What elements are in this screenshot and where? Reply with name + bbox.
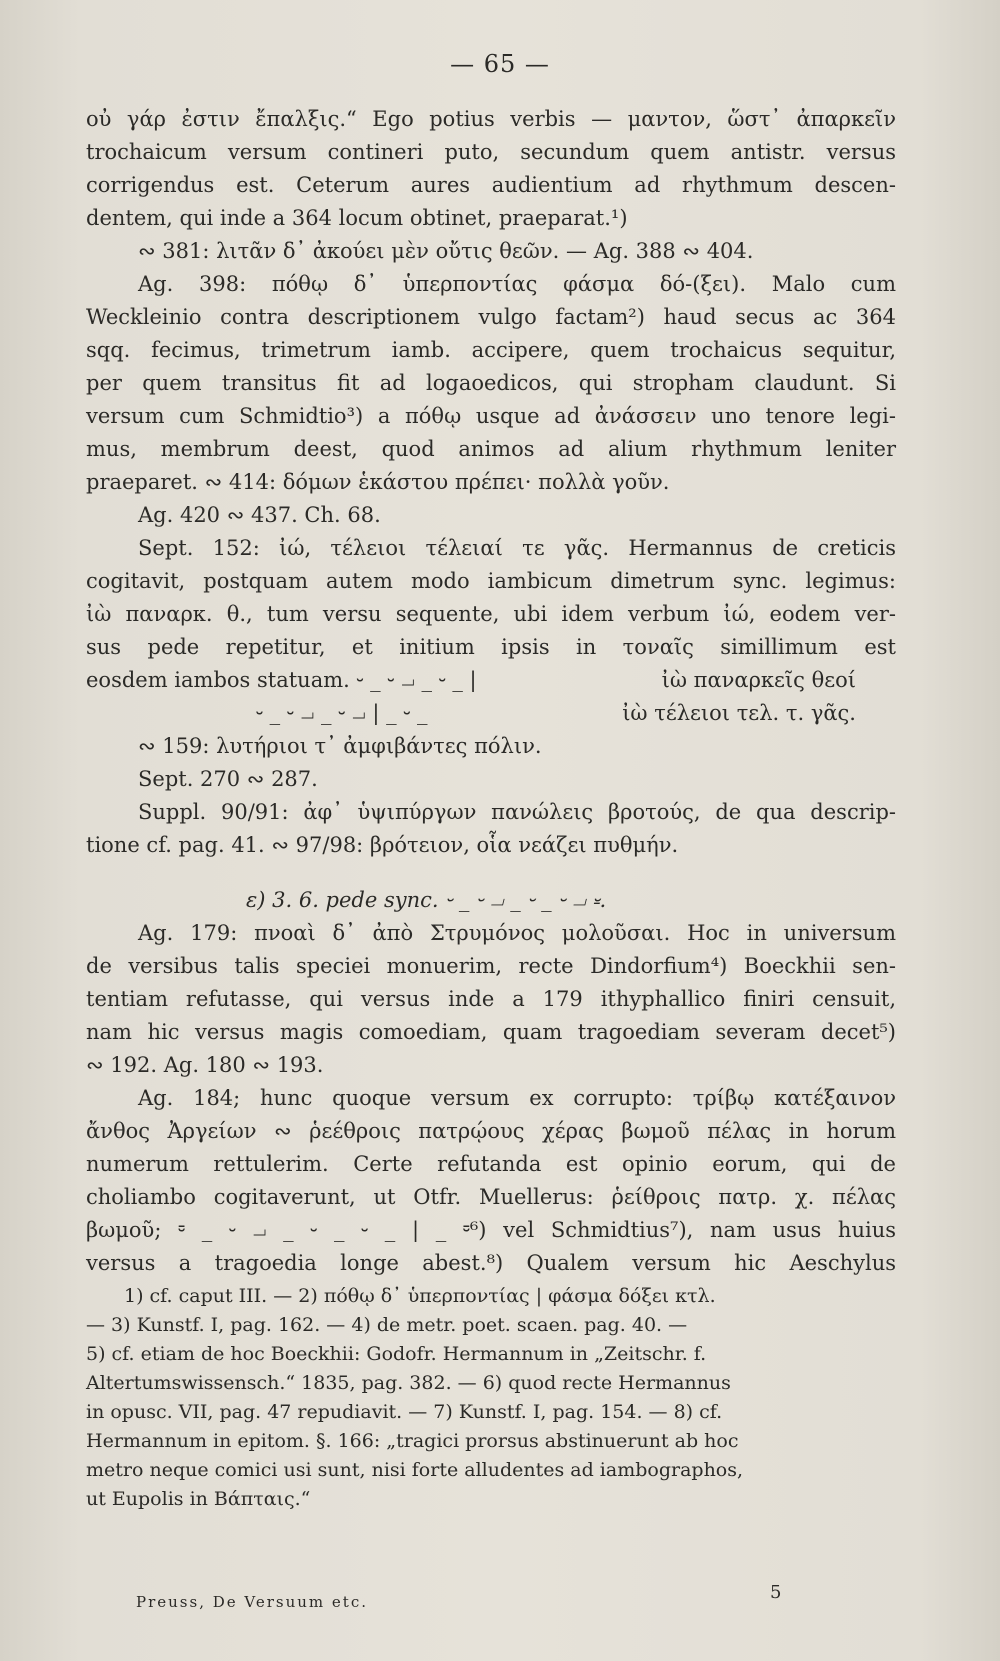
text-line: οὐ γάρ ἐστιν ἔπαλξις.“ Ego potius verbis — μαντον, ὥστ᾽ ἀπαρκεῖν (86, 107, 896, 131)
text-line: ∾ 192. Ag. 180 ∾ 193. (86, 1053, 324, 1077)
text-line: Sept. 270 ∾ 287. (138, 767, 318, 791)
text-line: cogitavit, postquam autem modo iambicum dimetrum sync. legimus: (86, 569, 896, 593)
footnote-line: metro neque comici usi sunt, nisi forte alludentes ad iambographos, (86, 1459, 744, 1481)
text-line: Weckleinio contra descriptionem vulgo factam²) haud secus ac 364 (86, 305, 896, 329)
main-text (86, 103, 896, 1280)
footnote-line: Altertumswissensch.“ 1835, pag. 382. — 6) quod recte Hermannus (86, 1372, 731, 1394)
metrical-scheme: eosdem iambos statuam. ⏑ _ ⏑ ⏗ _ ⏑ _ | (86, 668, 477, 692)
footnote-line: 5) cf. etiam de hoc Boeckhii: Godofr. Hermannum in „Zeitschr. f. (86, 1343, 707, 1365)
footnotes (86, 1282, 896, 1514)
text-line: ∾ 381: λιτᾶν δ᾽ ἀκούει μὲν οὔτις θεῶν. — Ag. 388 ∾ 404. (138, 239, 754, 263)
text-line: per quem transitus fit ad logaoedicos, qui stropham claudunt. Si (86, 371, 896, 395)
text-line: versum cum Schmidtio³) a πόθῳ usque ad ἀνάσσειν uno tenore legi- (86, 404, 896, 428)
footnote-line: ut Eupolis in Βάπταις.“ (86, 1488, 311, 1510)
metrical-scheme: ⏑ _ ⏑ ⏗ _ ⏑ ⏗ | _ ⏑ _ (256, 701, 428, 725)
metrical-scheme-line (86, 664, 896, 697)
text-line: βωμοῦ; ⏒ _ ⏑ ⏗ _ ⏑ _ ⏑ _ | _ ⏒⁶) vel Schmidtius⁷), nam usus huius (86, 1218, 896, 1242)
greek-verse: ἰὼ τέλειοι τελ. τ. γᾶς. (622, 701, 856, 725)
text-line: Ag. 398: πόθῳ δ᾽ ὑπερποντίας φάσμα δό-(ξει). Malo cum (138, 272, 896, 296)
text-line: praeparet. ∾ 414: δόμων ἑκάστου πρέπει· πολλὰ γοῦν. (86, 470, 670, 494)
text-line: choliambo cogitaverunt, ut Otfr. Muellerus: ῥείθροις πατρ. χ. πέλας (86, 1185, 896, 1209)
text-line: ∾ 159: λυτήριοι τ᾽ ἀμφιβάντες πόλιν. (138, 734, 542, 758)
text-line: dentem, qui inde a 364 locum obtinet, praeparat.¹) (86, 206, 628, 230)
text-line: versus a tragoedia longe abest.⁸) Qualem versum hic Aeschylus (86, 1251, 896, 1275)
page-number-header: — 65 — (450, 50, 550, 78)
text-line: Ag. 420 ∾ 437. Ch. 68. (138, 503, 381, 527)
signature-number: 5 (770, 1582, 782, 1603)
section-heading: ε) 3. 6. pede sync. ⏑ _ ⏑ ⏗ _ ⏑ _ ⏑ ⏗ ⏓. (246, 888, 607, 912)
text-line: tentiam refutasse, qui versus inde a 179 ithyphallico finiri censuit, (86, 987, 896, 1011)
text-line: sqq. fecimus, trimetrum iamb. accipere, quem trochaicus sequitur, (86, 338, 896, 362)
text-line: ἰὼ παναρκ. θ., tum versu sequente, ubi idem verbum ἰώ, eodem ver- (86, 602, 896, 626)
greek-verse: ἰὼ παναρκεῖς θεοί (661, 668, 856, 692)
footnote-line: Hermannum in epitom. §. 166: „tragici prorsus abstinuerunt ab hoc (86, 1430, 739, 1452)
text-line: Suppl. 90/91: ἀφ᾽ ὑψιπύργων πανώλεις βροτούς, de qua descrip- (138, 800, 896, 824)
text-line: mus, membrum deest, quod animos ad alium rhythmum leniter (86, 437, 896, 461)
text-line: ἄνθος Ἀργείων ∾ ῥεέθροις πατρῴους χέρας βωμοῦ πέλας in horum (86, 1119, 896, 1143)
text-line: tione cf. pag. 41. ∾ 97/98: βρότειον, οἷα νεάζει πυθμήν. (86, 833, 679, 857)
footnote-line: — 3) Kunstf. I, pag. 162. — 4) de metr. poet. scaen. pag. 40. — (86, 1314, 688, 1336)
text-line: corrigendus est. Ceterum aures audientium ad rhythmum descen- (86, 173, 896, 197)
footnote-line: in opusc. VII, pag. 47 repudiavit. — 7) Kunstf. I, pag. 154. — 8) cf. (86, 1401, 723, 1423)
footnote-line: 1) cf. caput III. — 2) πόθῳ δ᾽ ὑπερποντίας | φάσμα δόξει κτλ. (124, 1285, 716, 1307)
text-line: de versibus talis speciei monuerim, recte Dindorfium⁴) Boeckhii sen- (86, 954, 896, 978)
signature-line: Preuss, De Versuum etc. (136, 1593, 368, 1611)
text-line: sus pede repetitur, et initium ipsis in τοναῖς simillimum est (86, 635, 896, 659)
text-line: Ag. 179: πνοαὶ δ᾽ ἀπὸ Στρυμόνος μολοῦσαι. Hoc in universum (138, 921, 896, 945)
text-line: numerum rettulerim. Certe refutanda est opinio eorum, qui de (86, 1152, 896, 1176)
text-line: Ag. 184; hunc quoque versum ex corrupto: τρίβῳ κατέξαινον (138, 1086, 896, 1110)
metrical-scheme-line (86, 697, 896, 730)
text-line: trochaicum versum contineri puto, secundum quem antistr. versus (86, 140, 896, 164)
text-line: Sept. 152: ἰώ, τέλειοι τέλειαί τε γᾶς. Hermannus de creticis (138, 536, 896, 560)
text-line: nam hic versus magis comoediam, quam tragoediam severam decet⁵) (86, 1020, 896, 1044)
